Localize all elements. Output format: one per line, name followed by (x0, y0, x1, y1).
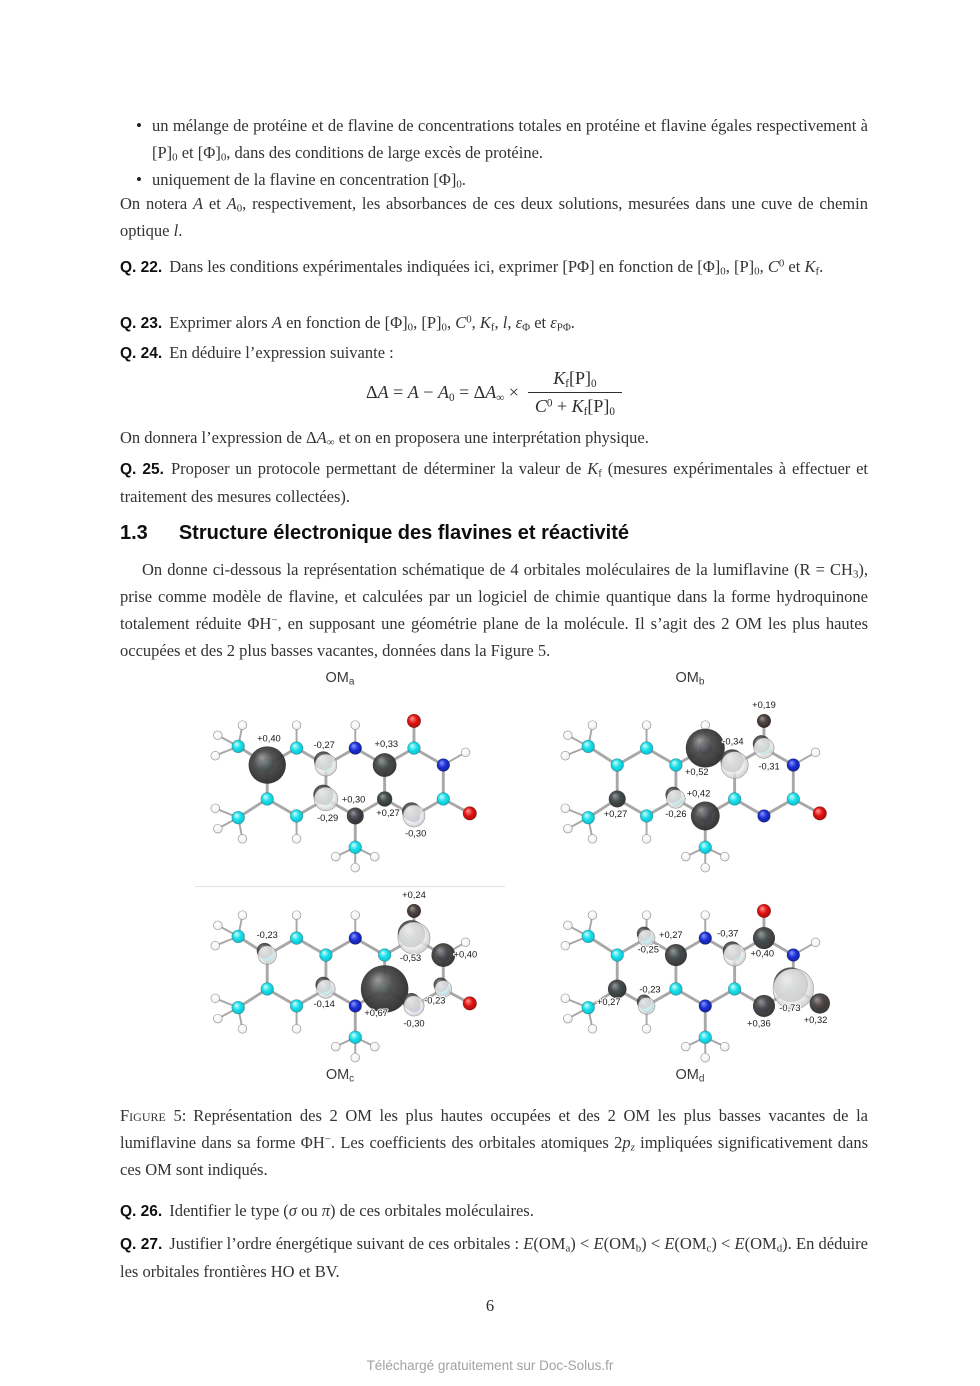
atom-H8a (561, 804, 570, 813)
figure-row-divider (195, 886, 505, 887)
question-23 (120, 309, 868, 337)
orbital-coefficient-label: -0,23 (639, 984, 661, 995)
atom-H10a (331, 852, 340, 861)
atom-H8c (238, 1024, 247, 1033)
atom-C9 (290, 810, 303, 823)
molecule-diagram-OMa (194, 687, 486, 877)
atom-H10c (351, 1053, 360, 1062)
orbital-coefficient-label: -0,23 (424, 995, 446, 1006)
om-panel-title: $OM_b$ (675, 670, 705, 688)
atom-H7c (561, 941, 570, 950)
atom-H8b (563, 824, 572, 833)
atom-Me7 (582, 930, 595, 943)
orbital-lobe (665, 944, 687, 966)
orbital-coefficient-label: +0,27 (659, 930, 683, 941)
atom-N5 (699, 932, 712, 945)
atom-O2 (813, 807, 827, 821)
atom-O4 (757, 904, 771, 918)
atom-H7b (563, 921, 572, 930)
section-heading (120, 522, 868, 545)
orbital-lobe (724, 944, 746, 966)
question-label: Q. 25. (120, 461, 164, 478)
question-text: Dans les conditions expérimentales indiquées ici, exprimer [PΦ] en fonction de $[\Phi]_0$, $[P]_0$, $C^0$ et $K_f$. (169, 257, 824, 278)
orbital-coefficient-label: +0,40 (257, 733, 281, 744)
atom-H7b (213, 921, 222, 930)
atom-H8c (238, 834, 247, 843)
atom-H3 (461, 748, 470, 757)
atom-C7 (611, 949, 624, 962)
orbital-lobe (373, 753, 397, 777)
atom-O2 (463, 997, 477, 1011)
atom-Me7 (232, 930, 245, 943)
atom-H7a (588, 721, 597, 730)
question-label: Q. 27. (120, 1236, 163, 1253)
list-item (120, 112, 868, 166)
atom-H8a (211, 994, 220, 1003)
bullet-list (120, 112, 868, 193)
atom-H7c (211, 941, 220, 950)
atom-H8b (213, 824, 222, 833)
molecule-diagram-OMc (194, 877, 486, 1067)
atom-H7a (588, 911, 597, 920)
om-panel-title: $OM_c$ (325, 1067, 355, 1085)
orbital-lobe (721, 751, 748, 778)
orbital-lobe (249, 746, 286, 783)
atom-C9 (290, 1000, 303, 1013)
orbital-coefficient-label: +0,40 (750, 948, 775, 959)
atom-C8 (261, 983, 274, 996)
bonds (215, 911, 469, 1058)
orbital-lobe (258, 946, 277, 965)
paragraph-text: On donne ci-dessous la représentation schématique de 4 orbitales moléculaires de la lumiflavine $(R = CH_3)$, prise comme modèle de flavine, et calculées par un logiciel de chimie quantique dans la forme hydroquinone totalement réduite ΦH−, en supposant une géométrie plane de la molécule. Il s’agit des 2 OM les plus hautes occupées et des 2 plus basses vacantes, données dans la Figure 5. (120, 560, 868, 660)
orbital-lobe (691, 802, 720, 831)
atom-Me7 (582, 740, 595, 753)
orbital-lobe (754, 738, 774, 758)
atom-H8c (588, 834, 597, 843)
atom-H3 (461, 938, 470, 947)
list-item (120, 166, 868, 193)
atoms (211, 714, 477, 872)
question-text: Proposer un protocole permettant de déterminer la valeur de $K_f$ (mesures expérimentales à effectuer et traitement des mesures collectées). (120, 459, 869, 506)
atom-H9 (642, 834, 651, 843)
atom-C6 (290, 742, 303, 755)
orbital-lobe (361, 965, 409, 1013)
atom-H3 (811, 748, 820, 757)
atom-N5 (349, 932, 362, 945)
question-text: Exprimer alors A en fonction de $[\Phi]_0$, $[P]_0$, $C^0$, $K_f$, l, $\varepsilon_\Phi$ et $\varepsilon_{P\Phi}$. (169, 313, 575, 334)
atom-H7a (238, 721, 247, 730)
atom-H5 (351, 721, 360, 730)
orbital-lobe (757, 714, 771, 728)
molecule-diagram-OMd (544, 877, 836, 1067)
paragraph-notera (120, 190, 868, 244)
orbital-lobe (638, 997, 655, 1014)
orbital-lobe (667, 790, 686, 809)
atom-H10b (720, 1042, 729, 1051)
atom-H10c (701, 1053, 710, 1062)
atom-N5 (349, 742, 362, 755)
orbital-coefficient-label: -0,73 (779, 1003, 801, 1014)
figure-caption-label: Figure 5: (120, 1106, 187, 1125)
atom-Me10 (699, 1031, 712, 1044)
question-26 (120, 1197, 868, 1225)
atom-H10a (681, 1042, 690, 1051)
atom-C6 (640, 742, 653, 755)
atom-H9 (292, 834, 301, 843)
orbital-coefficient-label: +0,30 (341, 794, 366, 805)
equation-numerator: $K_f[P]_0$ (528, 368, 622, 393)
question-label: Q. 23. (120, 315, 163, 332)
atom-N3 (787, 759, 800, 772)
section-number: 1.3 (120, 522, 148, 544)
atom-N1 (758, 810, 771, 823)
question-22 (120, 253, 868, 281)
footer-watermark: Téléchargé gratuitement sur Doc-Solus.fr (366, 1358, 614, 1373)
atom-H9 (642, 1024, 651, 1033)
paragraph-intro-om (120, 556, 868, 664)
orbital-lobe (404, 996, 424, 1016)
page-number: 6 (485, 1296, 495, 1315)
atom-C10a (728, 793, 741, 806)
atom-C5a (670, 759, 683, 772)
atom-O2 (463, 807, 477, 821)
atom-C9 (640, 810, 653, 823)
atom-H8c (588, 1024, 597, 1033)
orbital-lobe (686, 729, 725, 768)
atom-Me8 (232, 811, 245, 824)
atom-N3 (787, 949, 800, 962)
orbital-lobe (431, 943, 455, 967)
atom-H8a (561, 994, 570, 1003)
atom-H8b (213, 1014, 222, 1023)
atom-N10 (349, 1000, 362, 1013)
orbital-lobe (753, 995, 775, 1017)
atom-H6 (642, 911, 651, 920)
question-label: Q. 22. (120, 259, 163, 276)
orbital-coefficient-label: -0,30 (405, 828, 427, 839)
orbital-coefficient-label: +0,27 (603, 808, 628, 819)
atom-H8a (211, 804, 220, 813)
atom-C10a (728, 983, 741, 996)
question-24 (120, 339, 868, 367)
atom-Me8 (582, 811, 595, 824)
orbital-coefficient-label: +0,27 (596, 997, 621, 1008)
atom-H7c (561, 751, 570, 760)
atom-H10a (331, 1042, 340, 1051)
atom-H9 (292, 1024, 301, 1033)
equation (120, 368, 868, 417)
question-label: Q. 24. (120, 345, 163, 362)
orbital-coefficient-label: +0,19 (752, 700, 776, 711)
equation-lhs: $\Delta A = A - A_0 = \Delta A_\infty$ × (366, 382, 519, 404)
orbital-coefficient-label: +0,52 (684, 767, 709, 778)
orbital-lobe (398, 922, 430, 954)
atom-N3 (437, 759, 450, 772)
atom-H6 (292, 721, 301, 730)
atom-C8 (261, 793, 274, 806)
molecule-diagram-OMb (544, 687, 836, 877)
atom-H7a (238, 911, 247, 920)
orbital-coefficient-label: +0,67 (364, 1008, 388, 1019)
atom-H5 (351, 911, 360, 920)
atom-H5 (701, 721, 710, 730)
orbital-coefficient-label: -0,30 (403, 1018, 425, 1029)
orbital-coefficient-label: -0,31 (758, 761, 780, 772)
orbital-lobe (407, 904, 421, 918)
equation-denominator: $C^0 + K_f[P]_0$ (534, 396, 615, 418)
atom-H6 (642, 721, 651, 730)
question-label: Q. 26. (120, 1203, 163, 1220)
atom-H5 (701, 911, 710, 920)
list-item-text: un mélange de protéine et de flavine de concentrations totales en protéine et flavine égales respectivement à $[P]_0$ et $[\Phi]_0$, dans des conditions de large excès de protéine. (152, 116, 868, 164)
orbital-coefficient-label: +0,40 (453, 949, 478, 960)
orbital-coefficient-label: -0,26 (665, 808, 687, 819)
atom-H8b (563, 1014, 572, 1023)
om-panel-title: $OM_d$ (675, 1067, 705, 1085)
atom-H7b (563, 731, 572, 740)
atom-H7b (213, 731, 222, 740)
section-title: Structure électronique des flavines et réactivité (178, 522, 629, 544)
orbital-coefficient-label: +0,33 (374, 739, 399, 750)
figure-caption (120, 1102, 868, 1183)
om-panel-a (165, 670, 515, 877)
question-text: Justifier l’ordre énergétique suivant de ces orbitales : $E(OM_a) < E(OM_b) < E(OM_c) < E(OM_d)$. En déduire les orbitales frontières HO et BV. (120, 1234, 868, 1281)
question-text: Identifier le type (σ ou π) de ces orbitales moléculaires. (169, 1201, 534, 1220)
atom-H10b (720, 852, 729, 861)
atom-H10b (370, 1042, 379, 1051)
orbital-coefficient-label: +0,27 (376, 807, 400, 818)
atom-C7 (611, 759, 624, 772)
coefficient-labels (257, 733, 426, 838)
atom-C2 (437, 793, 450, 806)
atom-C4a (378, 949, 391, 962)
orbital-coefficient-label: -0,34 (722, 736, 744, 747)
atom-H3 (811, 938, 820, 947)
orbital-coefficient-label: +0,42 (686, 788, 711, 799)
om-grid (165, 670, 865, 1084)
atom-C4 (408, 742, 421, 755)
orbital-coefficient-label: -0,27 (313, 740, 335, 751)
orbital-lobe (609, 790, 626, 807)
atom-Me10 (349, 841, 362, 854)
paragraph-text: On notera A et $A_0$, respectivement, les absorbances de ces deux solutions, mesurées dans une cuve de chemin optique l. (120, 194, 868, 240)
list-item-text: uniquement de la flavine en concentration $[\Phi]_0$. (152, 170, 466, 191)
equation-fraction (528, 368, 622, 417)
atom-Me7 (232, 740, 245, 753)
atom-O4 (407, 714, 421, 728)
atom-Me8 (582, 1001, 595, 1014)
figure-caption-text: Représentation des 2 OM les plus hautes occupées et des 2 OM les plus basses vacantes de la lumiflavine dans sa forme ΦH−. Les coefficients des orbitales atomiques $2p_z$ impliquées significativement dans ces OM sont indiqués. (120, 1106, 868, 1179)
orbital-lobe (347, 807, 364, 824)
orbital-lobe (315, 754, 337, 776)
atom-C9a (670, 983, 683, 996)
atom-C2 (787, 793, 800, 806)
orbital-lobe (403, 805, 425, 827)
atom-H6 (292, 911, 301, 920)
atom-H10c (701, 863, 710, 872)
question-text: En déduire l’expression suivante : (169, 343, 394, 362)
orbital-coefficient-label: +0,36 (747, 1018, 771, 1029)
orbital-lobe (317, 980, 336, 999)
figure-5 (165, 670, 865, 1084)
atom-H10c (351, 863, 360, 872)
orbital-coefficient-label: +0,32 (803, 1014, 828, 1025)
orbital-lobe (314, 787, 338, 811)
om-panel-title: $OM_a$ (325, 670, 355, 688)
atom-Me10 (349, 1031, 362, 1044)
atom-Me8 (232, 1001, 245, 1014)
orbital-lobe (753, 927, 775, 949)
orbital-coefficient-label: -0,23 (256, 930, 278, 941)
om-panel-d (515, 877, 865, 1084)
orbital-coefficient-label: -0,53 (399, 952, 422, 963)
orbital-coefficient-label: -0,25 (637, 944, 659, 955)
orbital-coefficient-label: -0,37 (717, 928, 739, 939)
question-27 (120, 1230, 868, 1285)
paragraph-text: On donnera l’expression de $\Delta A_\infty$ et on en proposera une interprétation physique. (120, 428, 649, 449)
orbital-lobe (608, 980, 627, 999)
om-panel-b (515, 670, 865, 877)
atom-C6 (290, 932, 303, 945)
question-25 (120, 455, 868, 510)
paragraph-donnera (120, 424, 868, 451)
atom-H10b (370, 852, 379, 861)
orbital-coefficient-label: +0,24 (402, 890, 426, 901)
orbital-lobe (810, 993, 830, 1013)
om-panel-c (165, 877, 515, 1084)
atom-H10a (681, 852, 690, 861)
orbital-coefficient-label: -0,14 (313, 998, 335, 1009)
atom-Me10 (699, 841, 712, 854)
atom-N10 (699, 1000, 712, 1013)
atom-C5a (320, 949, 333, 962)
orbital-coefficient-label: -0,29 (316, 813, 339, 824)
orbital-lobe (377, 791, 392, 806)
atom-H7c (211, 751, 220, 760)
